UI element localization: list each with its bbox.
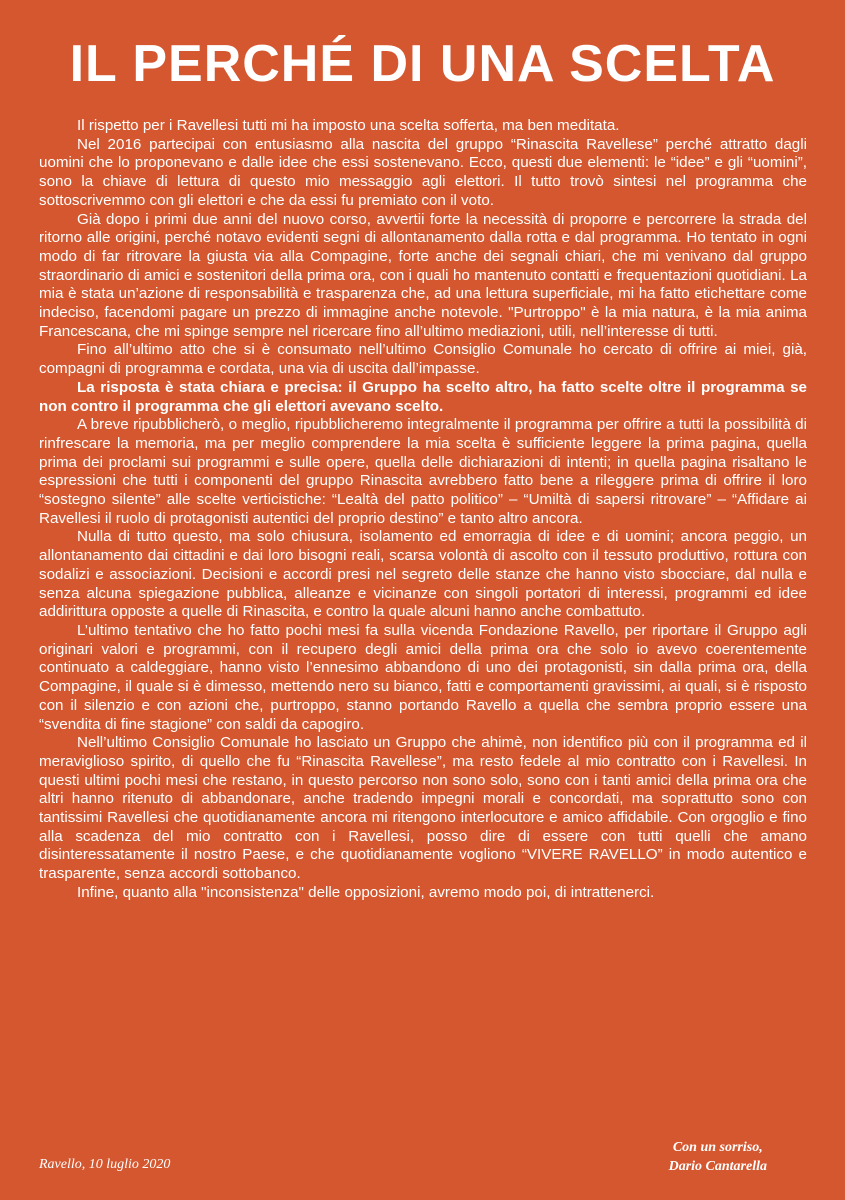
highlighted-paragraph: La risposta è stata chiara e precisa: il Gruppo ha scelto altro, ha fatto scelte oltre il programma se non contro il programma che gli elettori avevano scelto.: [39, 378, 807, 415]
paragraph: Infine, quanto alla "inconsistenza" delle opposizioni, avremo modo poi, di intrattenerci.: [77, 883, 655, 901]
paragraph: Fino all’ultimo atto che si è consumato nell’ultimo Consiglio Comunale ho cercato di offrire ai miei, già, compagni di programma e cordata, una via di uscita dall’impasse.: [39, 341, 807, 378]
body-text: [39, 117, 807, 903]
place-date: Ravello, 10 luglio 2020: [39, 1157, 171, 1172]
signature-block: [669, 1138, 767, 1176]
paragraph: Il rispetto per i Ravellesi tutti mi ha imposto una scelta sofferta, ma ben meditata.: [77, 117, 620, 134]
paragraph: Nulla di tutto questo, ma solo chiusura, isolamento ed emorragia di idee e di uomini; ancora peggio, un allontanamento dai cittadini e dai loro bisogni reali, scarsa volontà di ascolto con il tessuto produttivo, rottura con sodalizi e associazioni. Decisioni e accordi presi nel segreto delle stanze che hanno visto sbocciare, dal nulla e senza alcuna spiegazione pubblica, alleanze e vicinanze con singoli portatori di interessi, programmi ed idee addirittura opposte a quelle di Rinascita, e contro la quale alcuni hanno anche combattuto.: [39, 528, 807, 621]
signature-name: Dario Cantarella: [668, 1159, 767, 1174]
paragraph: A breve ripubblicherò, o meglio, ripubblicheremo integralmente il programma per offrire a tutti la possibilità di rinfrescare la memoria, ma per meglio comprendere la mia scelta è sufficiente leggere la prima pagina, quella prima dei proclami sui programmi e sulle opere, quella delle dichiarazioni di intenti; in quella pagina risaltano le espressioni che tutti i componenti del gruppo Rinascita avrebbero fatto bene a rileggere prima di offrire il loro “sostegno silente” alle scelte verticistiche: “Lealtà del patto politico” – “Umiltà di sapersi ritrovare” – “Affidare ai Ravellesi il ruolo di protagonisti autentici del proprio destino” e tanto altro ancora.: [39, 416, 807, 527]
paragraph: L’ultimo tentativo che ho fatto pochi mesi fa sulla vicenda Fondazione Ravello, per riportare il Gruppo agli originari valori e programmi, con il recupero degli amici della prima ora che solo io avevo coerentemente continuato a caldeggiare, hanno visto l’ennesimo abbandono di uno dei protagonisti, sin dalla prima ora, della Compagine, il quale si è dimesso, mettendo nero su bianco, fatti e comportamenti gravissimi, ai quali, si è risposto con il silenzio e con azioni che, purtroppo, stanno portando Ravello a quella che sembra proprio essere una “svendita di fine stagione” con saldi da capogiro.: [39, 621, 807, 733]
paragraph: Già dopo i primi due anni del nuovo corso, avvertii forte la necessità di proporre e percorrere la strada del ritorno alle origini, perché notavo evidenti segni di allontanamento dalla rotta e dal programma. Ho tentato in ogni modo di far ritrovare la giusta via alla Compagine, forte anche dei segnali chiari, che mi venivano dal gruppo straordinario di amici e sostenitori della prima ora, con i quali ho mantenuto contatti e frequentazioni quotidiani. La mia è stata un’azione di responsabilità e trasparenza che, ad una lettura superficiale, mi ha fatto etichettare come indeciso, facendomi pagare un prezzo di immagine anche notevole. "Purtroppo" è la mia natura, è la mia anima Francescana, che mi spinge sempre nel ricercare fino all’ultimo mediazioni, utili, nell’interesse di tutti.: [39, 210, 807, 340]
page-title: IL PERCHÉ DI UNA SCELTA: [69, 35, 776, 93]
signature-greeting: Con un sorriso,: [672, 1140, 763, 1155]
paragraph: Nell’ultimo Consiglio Comunale ho lasciato un Gruppo che ahimè, non identifico più con il programma ed il meraviglioso spirito, di quello che fu “Rinascita Ravellese”, ma resto fedele al mio contratto con i Ravellesi. In questi ultimi pochi mesi che restano, in questo percorso non sono solo, sono con i tanti amici della prima ora che altri hanno ritenuto di abbandonare, anche tradendo impegni morali e concordati, ma soprattutto sono con tantissimi Ravellesi che quotidianamente ancora mi ritengono interlocutore e amico affidabile. Con orgoglio e fino alla scadenza del mio contratto con i Ravellesi, posso dire di essere con tutti quelli che amano disinteressatamente il nostro Paese, e che quotidianamente vogliono “VIVERE RAVELLO” in modo autentico e trasparente, senza accordi sottobanco.: [39, 734, 807, 883]
paragraph: Nel 2016 partecipai con entusiasmo alla nascita del gruppo “Rinascita Ravellese” perché attratto dagli uomini che lo proponevano e dalle idee che essi sostenevano. Ecco, questi due elementi: le “idee” e gli “uomini”, sono la chiave di lettura di questo mio messaggio agli elettori. Il tutto trovò sintesi nel programma che sottoscrivemmo con gli elettori e che da essi fu premiato con il voto.: [39, 135, 807, 209]
